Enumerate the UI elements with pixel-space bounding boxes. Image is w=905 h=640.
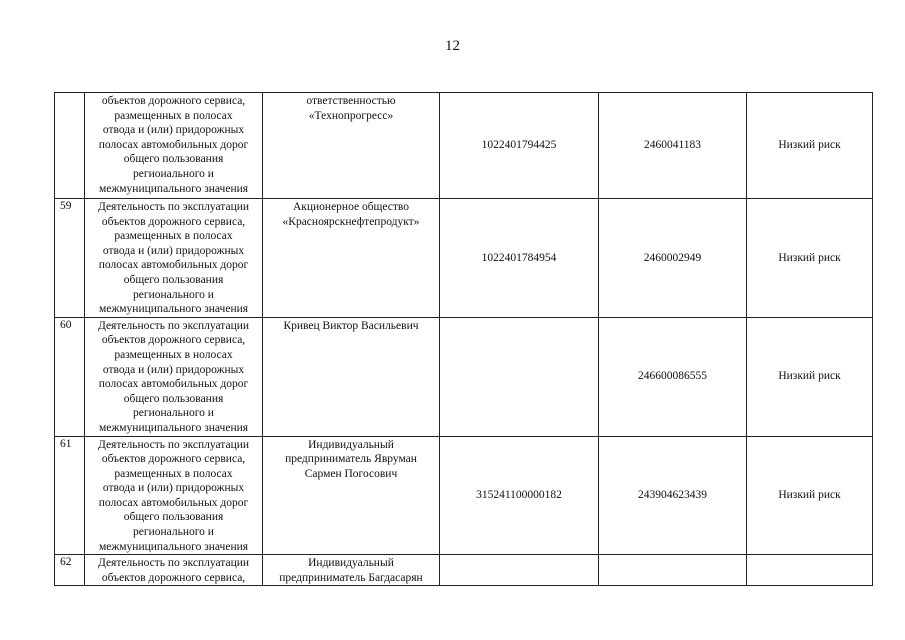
organization-cell [263, 555, 440, 586]
risk-cell: Низкий риск [747, 317, 873, 436]
ogrn-cell: 1022401784954 [440, 199, 599, 318]
activity-text: Деятельность по эксплуатации объектов дорожного сервиса, размещенных в полосах отвода и (или) придорожных полосах автомобильных дорог общего пользования регионального и межмуниципального значения [97, 438, 250, 553]
row-number: 59 [55, 199, 85, 318]
inn-cell: 2460002949 [599, 199, 747, 318]
activity-text: Деятельность по эксплуатации объектов дорожного сервиса, [97, 557, 250, 584]
activity-cell [85, 199, 263, 318]
activity-text: Деятельность по эксплуатации объектов дорожного сервиса, размещенных в нолосах отвода и (или) придорожных полосах автомобильных дорог общего пользования регионального и межмуниципального значения [97, 319, 250, 434]
activity-cell [85, 317, 263, 436]
risk-cell: Низкий риск [747, 199, 873, 318]
inn-cell: 2460041183 [599, 93, 747, 199]
organization-cell [263, 436, 440, 555]
ogrn-cell [440, 317, 599, 436]
row-number: 62 [55, 555, 85, 586]
organization-text: Кривец Виктор Васильевич [283, 319, 419, 332]
row-number: 60 [55, 317, 85, 436]
page-number: 12 [445, 38, 460, 54]
activity-text: Деятельность по эксплуатации объектов дорожного сервиса, размещенных в полосах отвода и (или) придорожных полосах автомобильных дорог общего пользования регионального и межмуниципального значения [97, 201, 250, 316]
table-row [55, 199, 873, 318]
organization-text: Акционерное общество «Красноярскнефтепродукт» [282, 201, 420, 228]
risk-cell: Низкий риск [747, 93, 873, 199]
organization-cell [263, 93, 440, 199]
ogrn-cell: 315241100000182 [440, 436, 599, 555]
organization-cell [263, 199, 440, 318]
table-row [55, 436, 873, 555]
organization-cell [263, 317, 440, 436]
inn-cell [599, 555, 747, 586]
risk-cell [747, 555, 873, 586]
activity-cell [85, 436, 263, 555]
row-number: 61 [55, 436, 85, 555]
activity-cell [85, 555, 263, 586]
registry-table [54, 92, 873, 586]
inn-cell: 246600086555 [599, 317, 747, 436]
organization-text: Индивидуальный предприниматель Багдасарян [279, 557, 423, 584]
organization-text: Индивидуальный предприниматель Явруман Сармен Погосович [285, 438, 417, 480]
ogrn-cell: 1022401794425 [440, 93, 599, 199]
activity-text: объектов дорожного сервиса, размещенных в полосах отвода и (или) придорожных полосах автомобильных дорог общего пользования региоиального и межмуниципального значения [98, 95, 249, 195]
row-number [55, 93, 85, 199]
table-row [55, 555, 873, 586]
risk-cell: Низкий риск [747, 436, 873, 555]
table-row [55, 93, 873, 199]
ogrn-cell [440, 555, 599, 586]
organization-text: ответственностью «Технопрогресс» [306, 95, 396, 122]
activity-cell [85, 93, 263, 199]
inn-cell: 243904623439 [599, 436, 747, 555]
table-row [55, 317, 873, 436]
